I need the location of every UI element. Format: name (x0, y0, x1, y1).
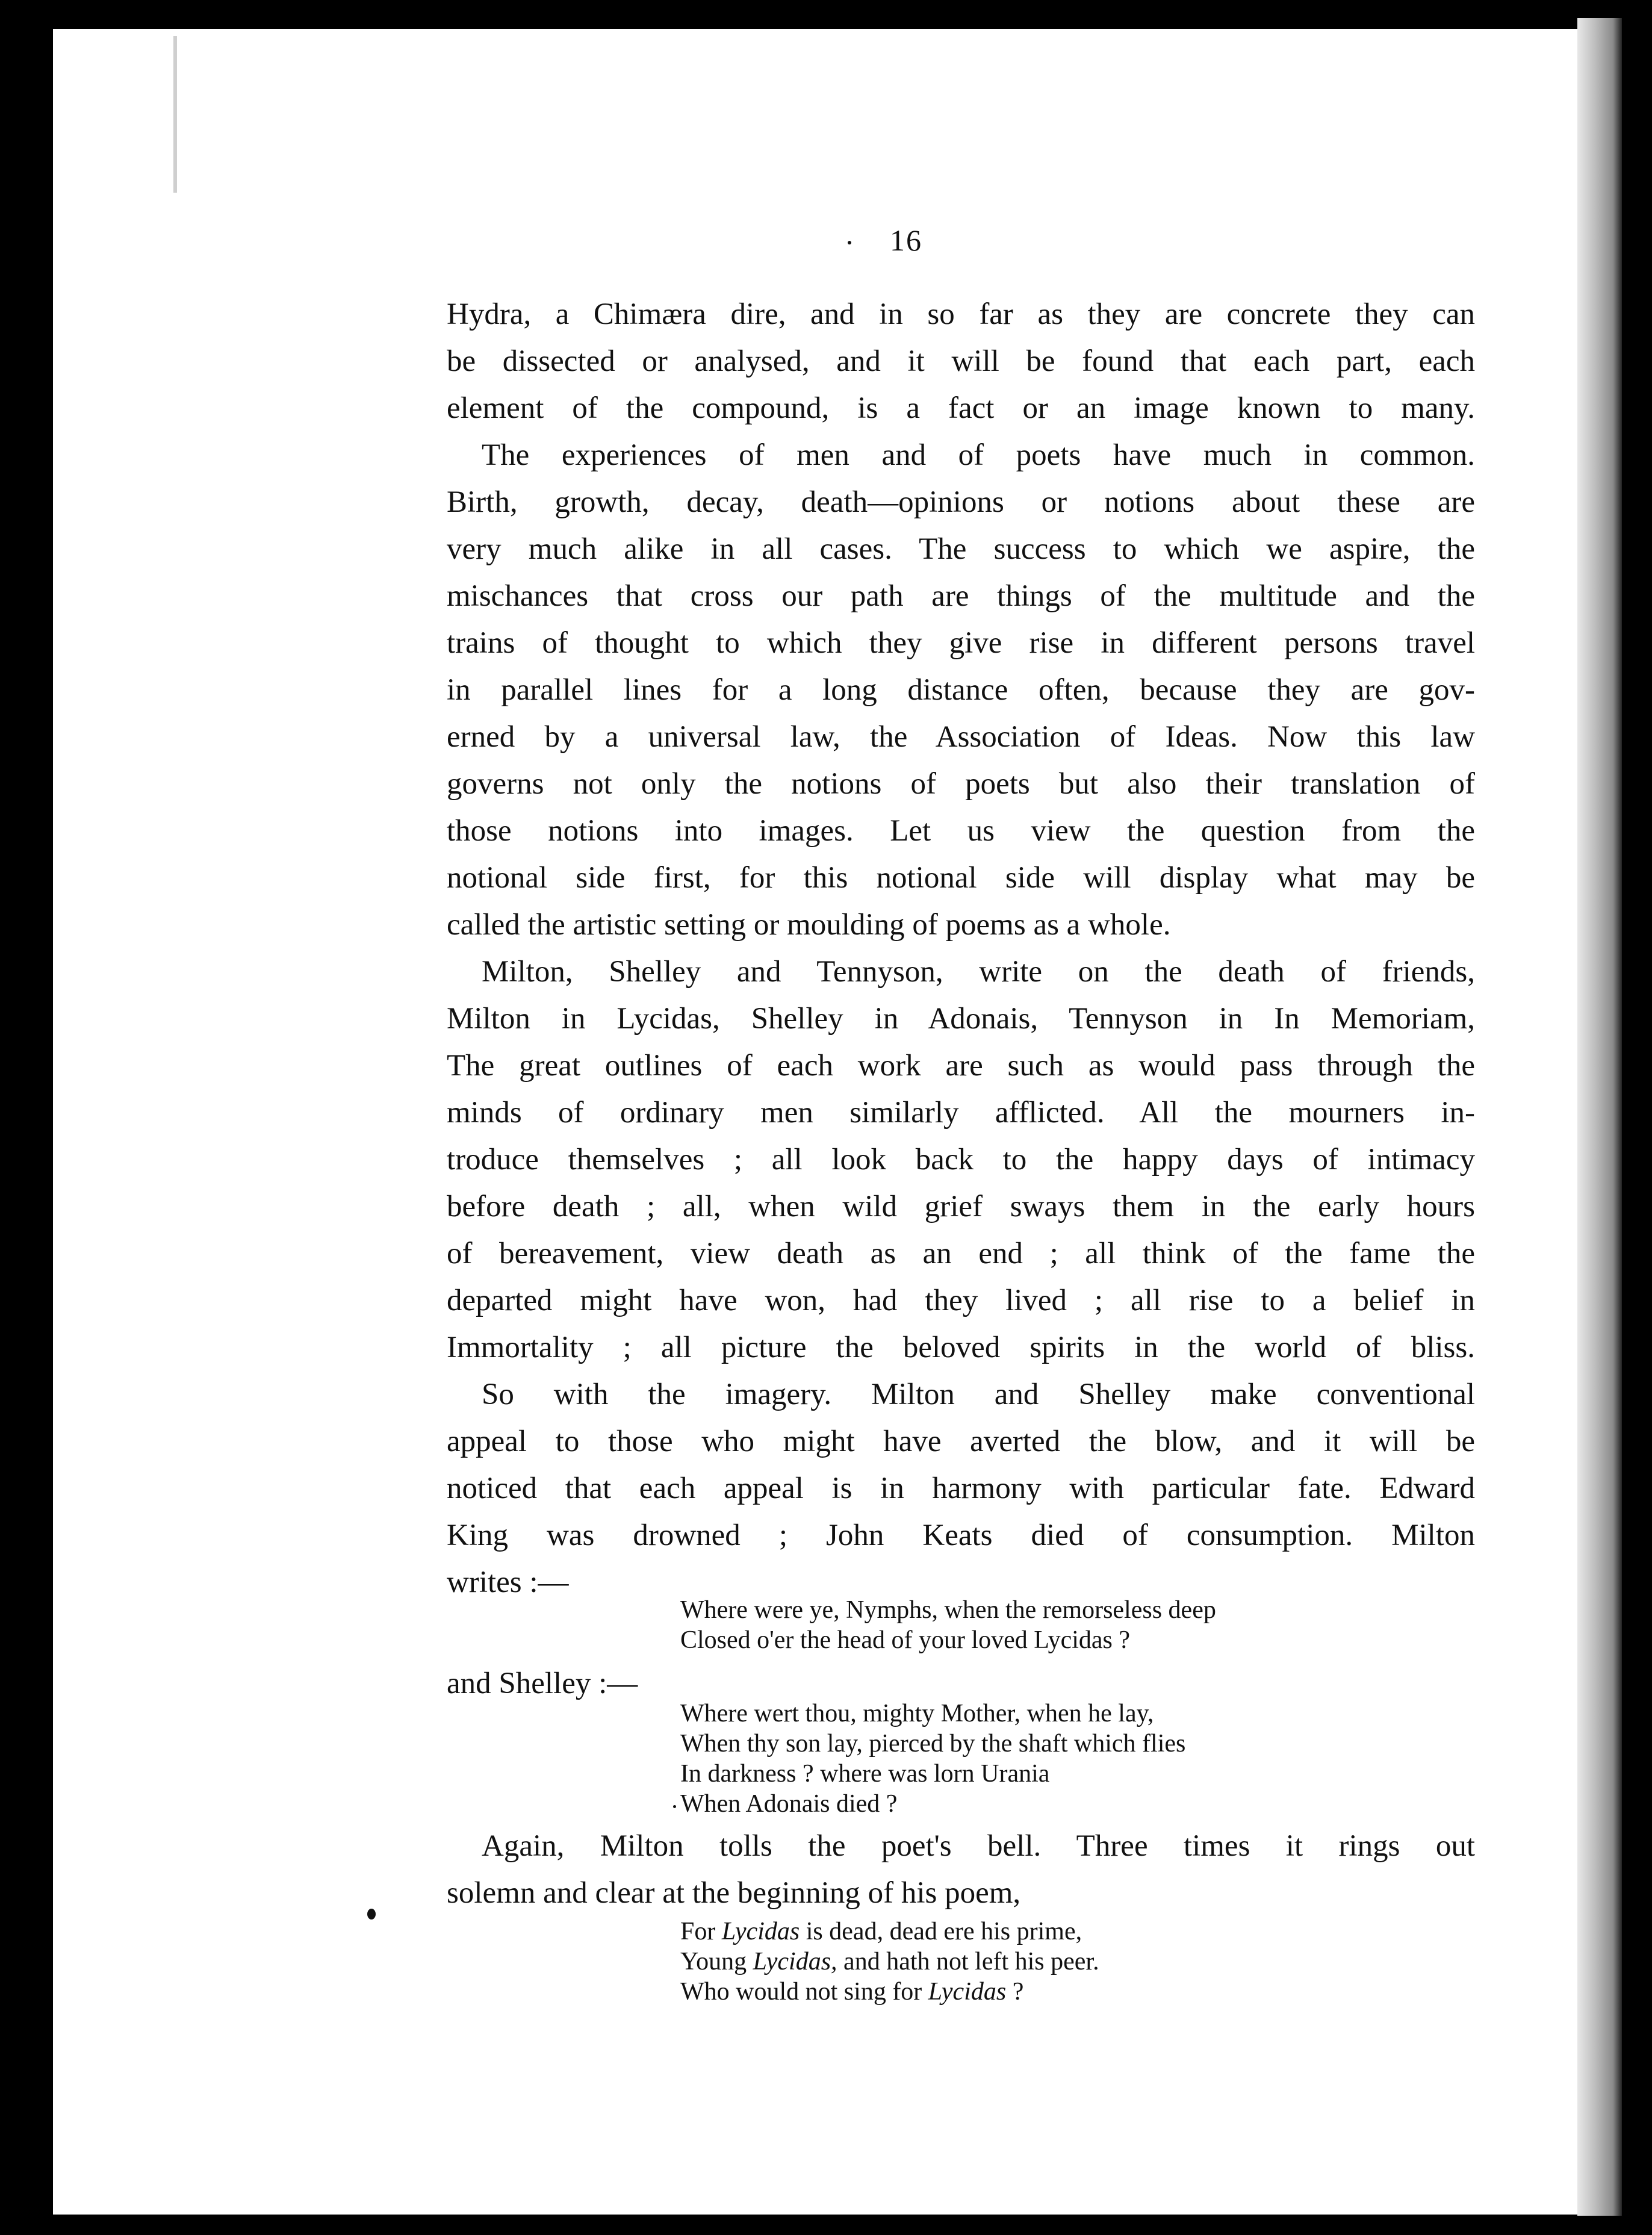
text-line: called the artistic setting or moulding of poems as a whole. (447, 908, 1171, 942)
text-line: The great outlines of each work are such as would pass through the (447, 1049, 1475, 1083)
text-line: governs not only the notions of poets but also their translation of (447, 767, 1475, 801)
text-line: element of the compound, is a fact or an image known to many. (447, 391, 1475, 425)
verse-text: and hath not left his peer. (837, 1948, 1099, 1975)
text-line: mischances that cross our path are things of the multitude and the (447, 579, 1475, 613)
text-line: very much alike in all cases. The success to which we aspire, the (447, 532, 1475, 566)
verse-line: When Adonais died ? (680, 1790, 898, 1818)
page-edge-shadow (1577, 18, 1622, 2216)
text-line: departed might have won, had they lived ; all rise to a belief in (447, 1284, 1475, 1317)
verse-italic: Lycidas (721, 1918, 800, 1945)
text-line: Birth, growth, decay, death—opinions or notions about these are (447, 485, 1475, 519)
text-line: noticed that each appeal is in harmony with particular fate. Edward (447, 1472, 1475, 1505)
text-line: minds of ordinary men similarly afflicted. All the mourners in- (447, 1096, 1475, 1130)
text-line: those notions into images. Let us view the question from the (447, 814, 1475, 848)
verse-italic: Lycidas (928, 1978, 1007, 2006)
text-line: Hydra, a Chimæra dire, and in so far as they are concrete they can (447, 297, 1475, 331)
verse-text: is dead, dead ere his prime, (800, 1918, 1082, 1945)
text-line: writes :— (447, 1565, 569, 1599)
text-line: trains of thought to which they give rise in different persons travel (447, 626, 1475, 660)
ink-speck (673, 1805, 676, 1808)
text-line: Immortality ; all picture the beloved spirits in the world of bliss. (447, 1331, 1475, 1364)
text-line: troduce themselves ; all look back to the happy days of intimacy (447, 1143, 1475, 1177)
ink-speck (848, 241, 851, 244)
page-fold-mark (173, 36, 177, 193)
text-line: of bereavement, view death as an end ; all think of the fame the (447, 1237, 1475, 1270)
verse-line: When thy son lay, pierced by the shaft which flies (680, 1730, 1186, 1758)
verse-line: Closed o'er the head of your loved Lycidas ? (680, 1626, 1131, 1654)
text-line: appeal to those who might have averted the blow, and it will be (447, 1425, 1475, 1458)
verse-italic: Lycidas, (753, 1948, 837, 1975)
text-line: in parallel lines for a long distance often, because they are gov- (447, 673, 1475, 707)
ink-speck (367, 1909, 376, 1919)
verse-text: Who would not sing for (680, 1978, 928, 2006)
text-line: be dissected or analysed, and it will be found that each part, each (447, 344, 1475, 378)
text-line: and Shelley :— (447, 1667, 638, 1700)
verse-text: ? (1006, 1978, 1024, 2006)
verse-line (680, 1977, 1023, 2006)
verse-line: Where wert thou, mighty Mother, when he lay, (680, 1700, 1154, 1727)
text-line: notional side first, for this notional side will display what may be (447, 861, 1475, 895)
verse-text: For (680, 1918, 722, 1945)
text-line: The experiences of men and of poets have much in common. (482, 438, 1475, 472)
text-line: King was drowned ; John Keats died of consumption. Milton (447, 1518, 1475, 1552)
verse-line (680, 1947, 1099, 1976)
text-line: So with the imagery. Milton and Shelley make conventional (482, 1378, 1475, 1411)
verse-text: Young (680, 1948, 753, 1975)
text-line: before death ; all, when wild grief sways them in the early hours (447, 1190, 1475, 1223)
verse-line (680, 1917, 1082, 1946)
text-line: Milton, Shelley and Tennyson, write on the death of friends, (482, 955, 1475, 989)
text-line: erned by a universal law, the Association of Ideas. Now this law (447, 720, 1475, 754)
verse-line: In darkness ? where was lorn Urania (680, 1760, 1050, 1788)
page-number: 16 (890, 223, 922, 257)
text-line: Milton in Lycidas, Shelley in Adonais, Tennyson in In Memoriam, (447, 1002, 1475, 1036)
text-line: solemn and clear at the beginning of his poem, (447, 1876, 1021, 1910)
verse-line: Where were ye, Nymphs, when the remorseless deep (680, 1596, 1216, 1624)
text-line: Again, Milton tolls the poet's bell. Three times it rings out (482, 1829, 1475, 1863)
